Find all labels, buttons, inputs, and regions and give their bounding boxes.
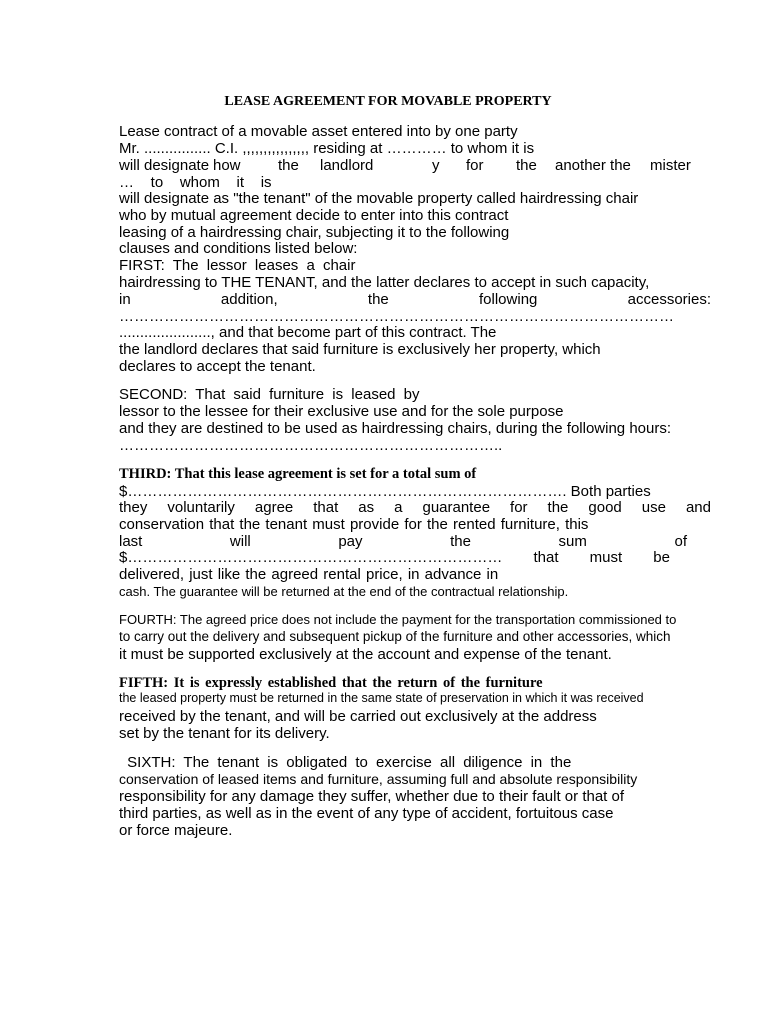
paragraph-line: conservation of leased items and furniture, assuming full and absolute responsibility (119, 771, 638, 787)
clause-first-heading: FIRST: The lessor leases a chair (119, 257, 356, 274)
paragraph-line: ......................, and that become part of this contract. The (119, 324, 497, 341)
paragraph-line: last will pay the sum of (119, 533, 687, 550)
paragraph-line: will designate as "the tenant" of the movable property called hairdressing chair (119, 190, 639, 207)
paragraph-line: leasing of a hairdressing chair, subjecting it to the following (119, 224, 510, 241)
clause-third-heading: THIRD: That this lease agreement is set for a total sum of (119, 466, 477, 482)
clause-fourth-heading: FOURTH: The agreed price does not include the payment for the transportation commissioned to (119, 612, 677, 627)
clause-fifth-heading: FIFTH: It is expressly established that the return of the furniture (119, 675, 543, 691)
paragraph-fragment: how (213, 157, 241, 174)
paragraph-line: third parties, as well as in the event of any type of accident, fortuitous case (119, 805, 614, 822)
paragraph-line: ………………………………………………………………….. (119, 437, 503, 454)
paragraph-line: set by the tenant for its delivery. (119, 725, 330, 742)
paragraph-line: received by the tenant, and will be carried out exclusively at the address (119, 708, 597, 725)
paragraph-line: $………………………………………………………………… that must be (119, 549, 670, 566)
clause-sixth-heading: SIXTH: The tenant is obligated to exercise all diligence in the (119, 754, 572, 771)
paragraph-line: ………………………………………………………………………………………………… (119, 308, 674, 325)
paragraph-line: clauses and conditions listed below: (119, 240, 358, 257)
document-title: LEASE AGREEMENT FOR MOVABLE PROPERTY (224, 94, 552, 109)
paragraph-line: it must be supported exclusively at the account and expense of the tenant. (119, 646, 612, 663)
paragraph-line: and they are destined to be used as hairdressing chairs, during the following hours: (119, 420, 672, 437)
paragraph-line: declares to accept the tenant. (119, 358, 316, 375)
paragraph-line: … to whom it is (119, 174, 272, 191)
paragraph-line: the leased property must be returned in the same state of preservation in which it was received (119, 691, 644, 705)
paragraph-fragment: the (516, 157, 537, 174)
paragraph-fragment: the (278, 157, 299, 174)
paragraph-line: they voluntarily agree that as a guarantee for the good use and (119, 499, 711, 516)
paragraph-line: the landlord declares that said furniture is exclusively her property, which (119, 341, 601, 358)
paragraph-line: responsibility for any damage they suffer, whether due to their fault or that of (119, 788, 625, 805)
paragraph-fragment: landlord (320, 157, 374, 174)
paragraph-line: conservation that the tenant must provide for the rented furniture, this (119, 516, 589, 533)
paragraph-fragment: for (466, 157, 484, 174)
paragraph-line: delivered, just like the agreed rental price, in advance in (119, 566, 499, 583)
paragraph-fragment: will designate (119, 157, 210, 174)
clause-second-heading: SECOND: That said furniture is leased by (119, 386, 420, 403)
paragraph-fragment: another the (555, 157, 631, 174)
paragraph-line: Lease contract of a movable asset entered into by one party (119, 123, 518, 140)
paragraph-line: in addition, the following accessories: (119, 291, 711, 308)
paragraph-fragment: y (432, 157, 440, 174)
paragraph-line: to carry out the delivery and subsequent pickup of the furniture and other accessories, which (119, 629, 671, 644)
paragraph-line: lessor to the lessee for their exclusive use and for the sole purpose (119, 403, 564, 420)
paragraph-line: cash. The guarantee will be returned at the end of the contractual relationship. (119, 584, 569, 599)
paragraph-line: who by mutual agreement decide to enter into this contract (119, 207, 509, 224)
paragraph-line: hairdressing to THE TENANT, and the latter declares to accept in such capacity, (119, 274, 650, 291)
paragraph-line: Mr. ................ C.I. ,,,,,,,,,,,,,,,, residing at ………… to whom it is (119, 140, 535, 157)
paragraph-line: $……………………………………………………………………………. Both parties (119, 483, 651, 500)
paragraph-fragment: mister (650, 157, 691, 174)
paragraph-line: or force majeure. (119, 822, 233, 839)
